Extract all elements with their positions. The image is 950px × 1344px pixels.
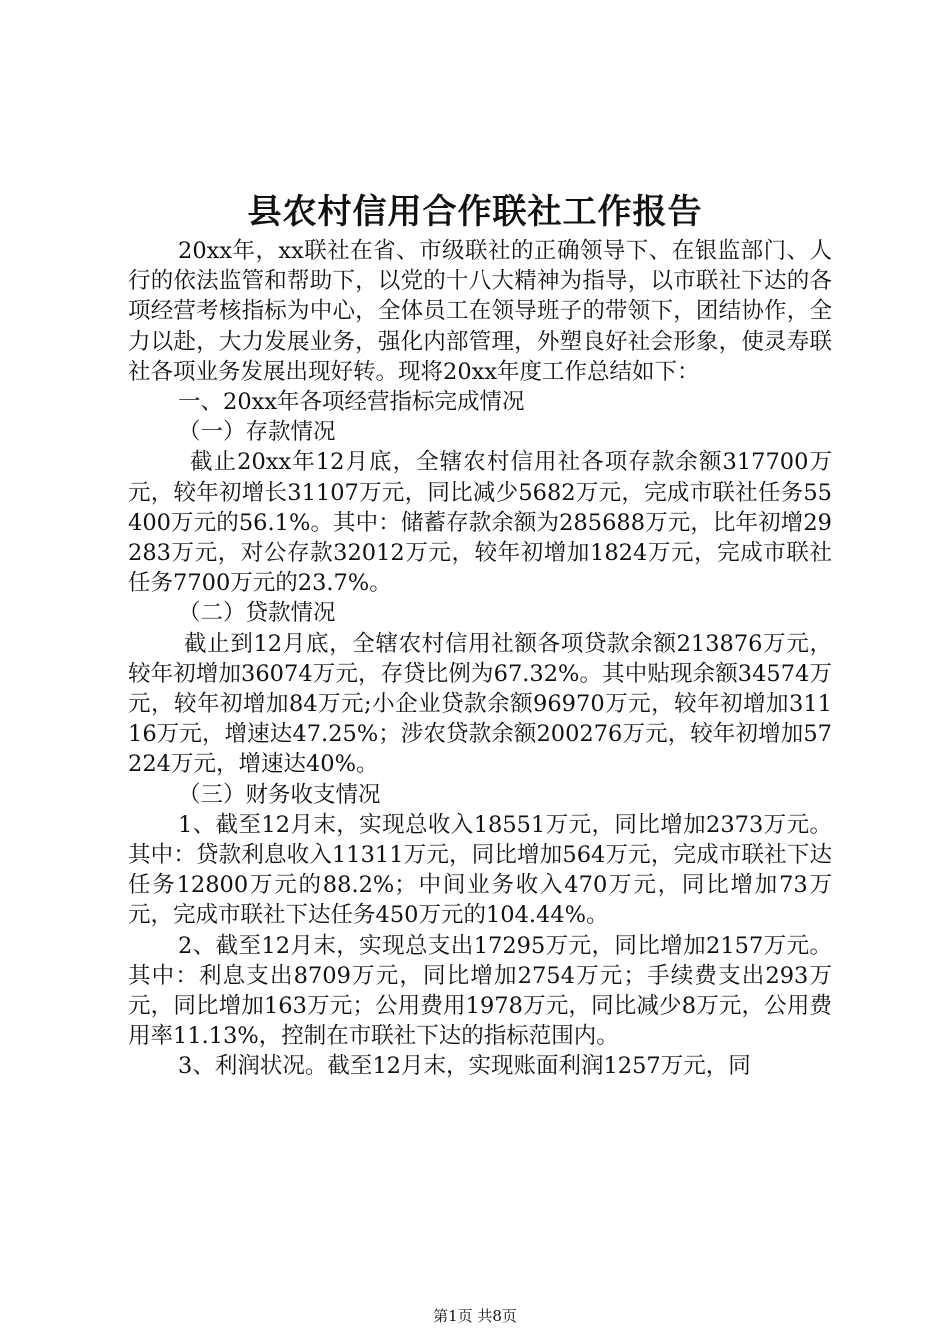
subsection-heading-finance: （三）财务收支情况	[178, 781, 381, 808]
subsection-heading-deposits: （一）存款情况	[178, 419, 336, 446]
income-paragraph: 1、截至12月末，实现总收入18551万元，同比增加2373万元。其中：贷款利息收入11311万元，同比增加564万元，完成市联社下达任务12800万元的88.2%；中间业务收入470万元，同比增加73万元，完成市联社下达任务450万元的104.44%。	[128, 811, 832, 929]
loans-paragraph: 截止到12月底，全辖农村信用社额各项贷款余额213876万元，较年初增加36074万元，存贷比例为67.32%。其中贴现余额34574万元，较年初增加84万元;小企业贷款余额96970万元，较年初增加31116万元，增速达47.25%；涉农贷款余额200276万元，较年初增加57224万元，增速达40%。	[128, 630, 832, 778]
subsection-heading-loans: （二）贷款情况	[178, 600, 336, 627]
document-title: 县农村信用合作联社工作报告	[247, 192, 703, 232]
section-heading: 一、20xx年各项经营指标完成情况	[178, 389, 525, 416]
deposits-paragraph: 截止20xx年12月底，全辖农村信用社各项存款余额317700万元，较年初增长31107万元，同比减少5682万元，完成市联社任务55400万元的56.1%。其中：储蓄存款余额为285688万元，比年初增29283万元，对公存款32012万元，较年初增加1824万元，完成市联社任务7700万元的23.7%。	[128, 449, 832, 597]
page-footer: 第1页 共8页	[433, 1307, 517, 1325]
profit-paragraph: 3、利润状况。截至12月末，实现账面利润1257万元，同	[178, 1053, 751, 1080]
expense-paragraph: 2、截至12月末，实现总支出17295万元，同比增加2157万元。其中：利息支出8709万元，同比增加2754万元；手续费支出293万元，同比增加163万元；公用费用1978万元，同比减少8万元，公用费用率11.13%，控制在市联社下达的指标范围内。	[128, 932, 832, 1050]
document-body	[128, 236, 832, 1082]
intro-paragraph: 20xx年，xx联社在省、市级联社的正确领导下、在银监部门、人行的依法监管和帮助下，以党的十八大精神为指导，以市联社下达的各项经营考核指标为中心，全体员工在领导班子的带领下，团结协作，全力以赴，大力发展业务，强化内部管理，外塑良好社会形象，使灵寿联社各项业务发展出现好转。现将20xx年度工作总结如下：	[128, 238, 832, 385]
